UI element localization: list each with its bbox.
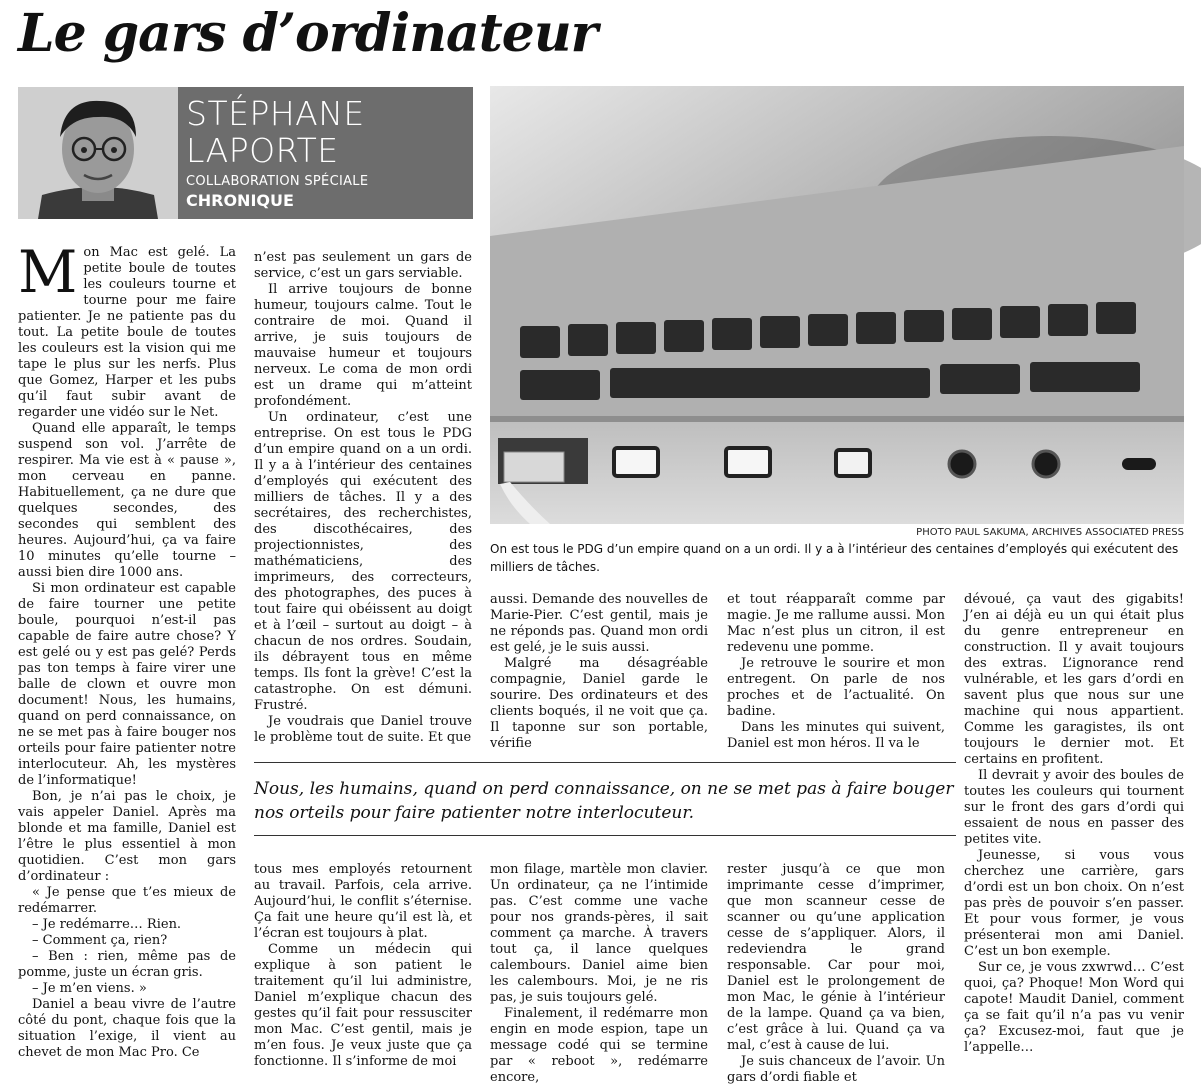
photo-credit: PHOTO PAUL SAKUMA, ARCHIVES ASSOCIATED PRESS <box>916 527 1184 538</box>
article-paragraph: – Comment ça, rien? <box>32 933 168 948</box>
laptop-photo <box>490 86 1184 524</box>
article-column-4-bottom <box>727 862 945 1085</box>
pull-quote: Nous, les humains, quand on perd connaissance, on ne se met pas à faire bouger nos orteils pour faire patienter notre interlocuteur. <box>254 762 956 836</box>
article-paragraph: Finalement, il redémarre mon engin en mode espion, tape un message codé qui se termine par « reboot », redémarre encore, <box>490 1006 708 1085</box>
author-name <box>186 95 466 169</box>
article-paragraph: Daniel a beau vivre de l’autre côté du pont, chaque fois que la situation l’exige, il vient au chevet de mon Mac Pro. Ce <box>18 997 236 1060</box>
article-paragraph: Je voudrais que Daniel trouve le problème tout de suite. Et que <box>254 714 472 745</box>
article-column-2-top <box>254 250 472 745</box>
article-title: Le gars d’ordinateur <box>18 3 598 64</box>
article-column-5 <box>964 592 1184 1080</box>
author-last-name: LAPORTE <box>186 131 339 170</box>
article-column-1 <box>18 238 236 1080</box>
article-paragraph: rester jusqu’à ce que mon imprimante cesse d’imprimer, que mon scanneur cesse de scanner ou qu’une application cesse de s’appliquer. Alors, il redeviendra le grand responsable. Car pour moi, Daniel est le prolongement de mon Mac, le génie à l’intérieur de la lampe. Quand ça va bien, c’est grâce à lui. Quand ça va mal, c’est à cause de lui. <box>727 862 945 1053</box>
article-paragraph: dévoué, ça vaut des gigabits! J’en ai déjà eu un qui était plus du genre entrepreneur en construction. Il y avait toujours des extras. L’ignorance rend vulnérable, et les gars d’ordi en savent plus que nous sur une machine qui nous appartient. Comme les garagistes, ils ont toujours le dernier mot. Et certains en profitent. <box>964 592 1184 767</box>
article-paragraph: et tout réapparaît comme par magie. Je me rallume aussi. Mon Mac n’est plus un citron, il est redevenu une pomme. <box>727 592 945 655</box>
article-column-3-top <box>490 592 708 751</box>
article-paragraph: Je retrouve le sourire et mon entregent. On parle de nos proches et de l’actualité. On badine. <box>727 656 945 719</box>
collaboration-label: COLLABORATION SPÉCIALE <box>186 174 369 189</box>
article-paragraph: Si mon ordinateur est capable de faire tourner une petite boule, pourquoi n’est-il pas capable de faire autre chose? Y est gelé ou y est pas gelé? Perds pas ton temps à faire virer une balle de clown et ouvre mon document! Nous, les humains, quand on perd connaissance, on ne se met pas à faire bouger nos orteils pour faire patienter notre interlocuteur. Ah, les mystères de l’informatique! <box>18 581 236 788</box>
author-portrait <box>18 87 178 219</box>
article-column-4-top <box>727 592 945 751</box>
article-column-3-bottom <box>490 862 708 1085</box>
article-paragraph: mon filage, martèle mon clavier. Un ordinateur, ça ne l’intimide pas. C’est comme une vache pour nos grands-pères, il sait comment ça marche. À travers tout ça, il lance quelques calembours. Daniel aime bien les calembours. Moi, je ne ris pas, je suis toujours gelé. <box>490 862 708 1005</box>
photo-caption: On est tous le PDG d’un empire quand on a un ordi. Il y a à l’intérieur des centaines d’employés qui exécutent des milliers de tâches. <box>490 542 1179 574</box>
article-paragraph: – Je m’en viens. » <box>32 981 147 996</box>
article-paragraph: Il devrait y avoir des boules de toutes les couleurs qui tournent sur le front des gars d’ordi qui essaient de nous en passer des petites vite. <box>964 768 1184 847</box>
article-paragraph: n’est pas seulement un gars de service, c’est un gars serviable. <box>254 250 472 281</box>
article-paragraph: Dans les minutes qui suivent, Daniel est mon héros. Il va le <box>727 720 945 751</box>
article-paragraph: Bon, je n’ai pas le choix, je vais appeler Daniel. Après ma blonde et ma famille, Daniel est l’être le plus essentiel à mon quotidien. C’est mon gars d’ordinateur : <box>18 789 236 884</box>
section-label: CHRONIQUE <box>186 191 294 210</box>
article-paragraph: Je suis chanceux de l’avoir. Un gars d’ordi fiable et <box>727 1054 945 1085</box>
article-paragraph: Un ordinateur, c’est une entreprise. On est tous le PDG d’un empire quand on a un ordi. Il y a à l’intérieur des centaines d’employés qui exécutent des milliers de tâches. Il y a des secrétaires, des recherchistes, des discothécaires, des projectionnistes, des mathématiciens, des imprimeurs, des correcteurs, des photographes, des puces à tout faire qui obéissent au doigt et à l’œil – surtout au doigt – à chacun de nos ordres. Soudain, ils débrayent tous en même temps. Ils font la grève! C’est la catastrophe. On est démuni. Frustré. <box>254 410 472 713</box>
article-column-2-bottom <box>254 862 472 1080</box>
article-paragraph: – Ben : rien, même pas de pomme, juste un écran gris. <box>18 949 236 980</box>
article-paragraph: tous mes employés retournent au travail. Parfois, cela arrive. Aujourd’hui, le conflit s’éternise. Ça fait une heure qu’il est là, et l’écran est toujours à plat. <box>254 862 472 941</box>
byline-banner <box>18 87 473 219</box>
article-paragraph: aussi. Demande des nouvelles de Marie-Pier. C’est gentil, mais je ne réponds pas. Quand mon ordi est gelé, je le suis aussi. <box>490 592 708 655</box>
article-paragraph: Sur ce, je vous zxwrwd… C’est quoi, ça? Phoque! Mon Word qui capote! Maudit Daniel, comment ça se fait qu’il n’a pas vu venir ça? Excusez-moi, faut que je l’appelle… <box>964 960 1184 1055</box>
article-paragraph: « Je pense que t’es mieux de redémarrer. <box>18 885 236 916</box>
article-paragraph: Il arrive toujours de bonne humeur, toujours calme. Tout le contraire de moi. Quand il arrive, je suis toujours de mauvaise humeur et toujours nerveux. Le coma de mon ordi est un drame qui m’atteint profondément. <box>254 282 472 409</box>
author-first-name: STÉPHANE <box>186 94 365 133</box>
article-paragraph: Mon Mac est gelé. La petite boule de toutes les couleurs tourne et tourne pour me faire patienter. Je ne patiente pas du tout. La petite boule de toutes les couleurs est la vision qui me tape le plus sur les nerfs. Plus que Gomez, Harper et les pubs qu’il faut subir avant de regarder une vidéo sur le Net. <box>18 238 236 420</box>
article-paragraph: Malgré ma désagréable compagnie, Daniel garde le sourire. Des ordinateurs et des clients boqués, il ne voit que ça. Il taponne sur son portable, vérifie <box>490 656 708 751</box>
article-paragraph: – Je redémarre… Rien. <box>32 917 182 932</box>
drop-cap: M <box>18 238 78 306</box>
article-paragraph: Jeunesse, si vous vous cherchez une carrière, gars d’ordi est un bon choix. On n’est pas près de pouvoir s’en passer. Et pour vous former, je vous présenterai mon ami Daniel. C’est un bon exemple. <box>964 848 1184 959</box>
article-paragraph: Comme un médecin qui explique à son patient le traitement qu’il lui administre, Daniel m’explique chacun des gestes qu’il fait pour ressusciter mon Mac. C’est gentil, mais je m’en fous. Je veux juste que ça fonctionne. Il s’informe de moi <box>254 942 472 1069</box>
article-paragraph: Quand elle apparaît, le temps suspend son vol. J’arrête de respirer. Ma vie est à « pause », mon cerveau en panne. Habituellement, ça ne dure que quelques secondes, des secondes qui semblent des heures. Aujourd’hui, ça va faire 10 minutes qu’elle tourne – aussi bien dire 1000 ans. <box>18 421 236 580</box>
